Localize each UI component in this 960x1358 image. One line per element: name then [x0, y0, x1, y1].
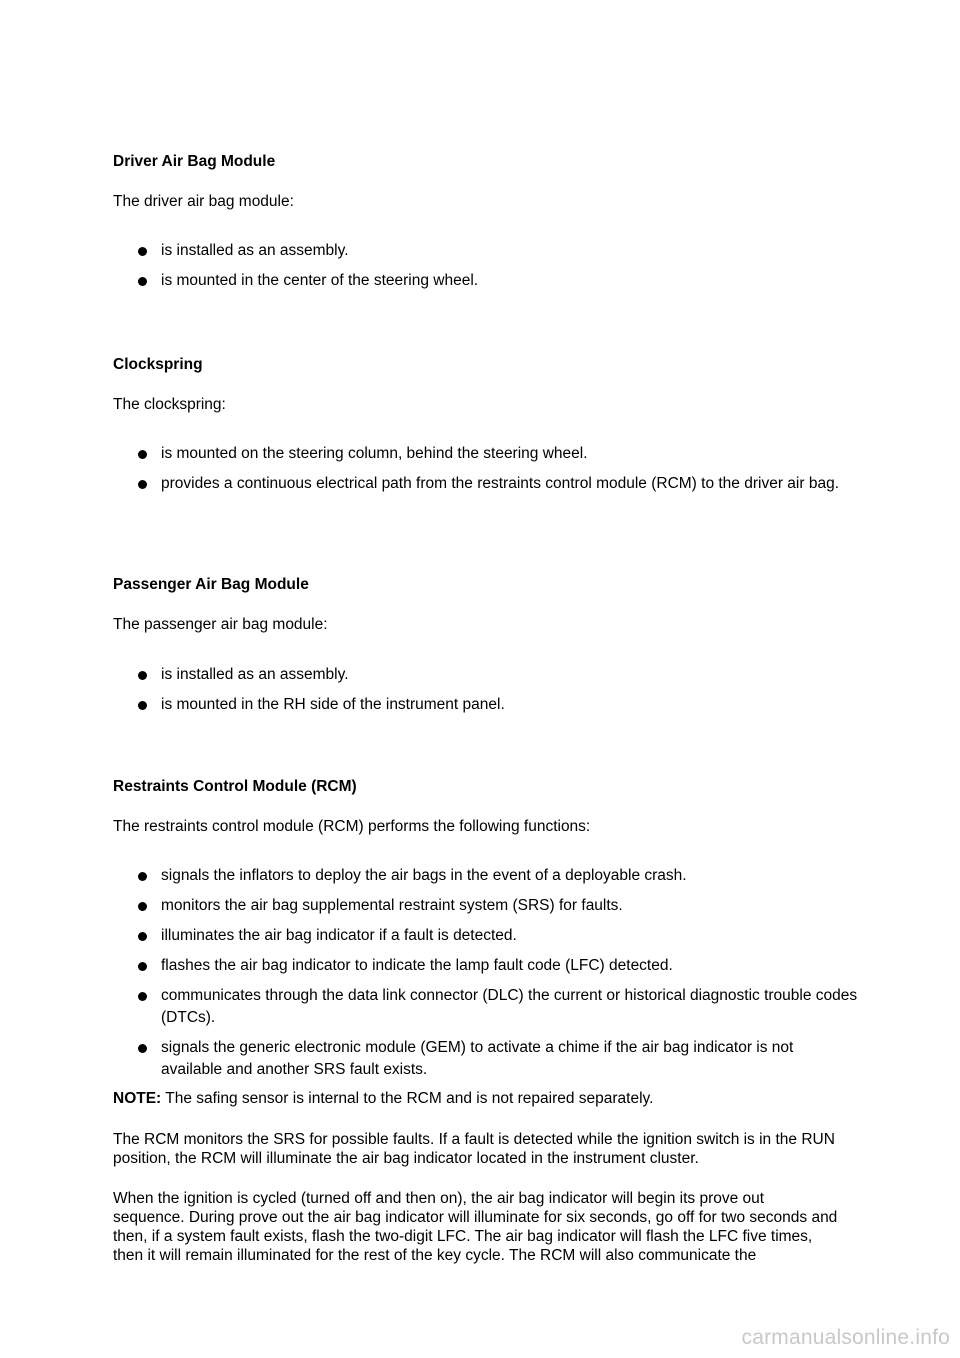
bullet-list-clockspring: [138, 443, 858, 503]
bullet-icon: [138, 247, 147, 256]
bullet-icon: [138, 902, 147, 911]
bullet-icon: [138, 450, 147, 459]
list-item: flashes the air bag indicator to indicate the lamp fault code (LFC) detected.: [138, 955, 858, 977]
section-intro-rcm: The restraints control module (RCM) performs the following functions:: [113, 818, 591, 835]
section-intro-driver-air-bag: The driver air bag module:: [113, 193, 294, 210]
section-intro-passenger-air-bag: The passenger air bag module:: [113, 616, 328, 633]
bullet-list-rcm: [138, 865, 858, 1089]
section-heading-driver-air-bag: Driver Air Bag Module: [113, 153, 276, 170]
list-item: is installed as an assembly.: [138, 240, 858, 262]
list-item: monitors the air bag supplemental restraint system (SRS) for faults.: [138, 895, 858, 917]
bullet-icon: [138, 1044, 147, 1053]
bullet-list-passenger-air-bag: [138, 664, 858, 724]
list-item: is installed as an assembly.: [138, 664, 858, 686]
list-item: communicates through the data link connector (DLC) the current or historical diagnostic trouble codes (DTCs).: [138, 985, 858, 1029]
bullet-list-driver-air-bag: [138, 240, 858, 300]
section-heading-clockspring: Clockspring: [113, 356, 203, 373]
bullet-icon: [138, 277, 147, 286]
paragraph-prove-out: When the ignition is cycled (turned off and then on), the air bag indicator will begin its prove out sequence. During prove out the air bag indicator will illuminate for six seconds, go off for two seconds and then, if a system fault exists, flash the two-digit LFC. The air bag indicator will flash the LFC five times, then it will remain illuminated for the rest of the key cycle. The RCM will also communicate the: [113, 1190, 838, 1264]
list-item: signals the inflators to deploy the air bags in the event of a deployable crash.: [138, 865, 858, 887]
bullet-icon: [138, 701, 147, 710]
section-heading-rcm: Restraints Control Module (RCM): [113, 778, 357, 795]
list-item: signals the generic electronic module (GEM) to activate a chime if the air bag indicator is not available and another SRS fault exists.: [138, 1037, 858, 1081]
list-item: illuminates the air bag indicator if a fault is detected.: [138, 925, 858, 947]
section-heading-passenger-air-bag: Passenger Air Bag Module: [113, 576, 309, 593]
list-item: provides a continuous electrical path from the restraints control module (RCM) to the driver air bag.: [138, 473, 858, 495]
note-label: NOTE:: [113, 1090, 162, 1107]
watermark-logo: carmanualsonline.info: [741, 1326, 950, 1349]
list-item: is mounted in the RH side of the instrument panel.: [138, 694, 858, 716]
paragraph-rcm-monitoring: The RCM monitors the SRS for possible faults. If a fault is detected while the ignition switch is in the RUN position, the RCM will illuminate the air bag indicator located in the instrument cluster.: [113, 1131, 835, 1167]
list-item: is mounted in the center of the steering wheel.: [138, 270, 858, 292]
bullet-icon: [138, 932, 147, 941]
bullet-icon: [138, 480, 147, 489]
bullet-icon: [138, 872, 147, 881]
note: [113, 1089, 853, 1109]
bullet-icon: [138, 962, 147, 971]
section-intro-clockspring: The clockspring:: [113, 396, 226, 413]
note-text: The safing sensor is internal to the RCM and is not repaired separately.: [161, 1090, 654, 1107]
bullet-icon: [138, 671, 147, 680]
list-item: is mounted on the steering column, behind the steering wheel.: [138, 443, 858, 465]
bullet-icon: [138, 992, 147, 1001]
